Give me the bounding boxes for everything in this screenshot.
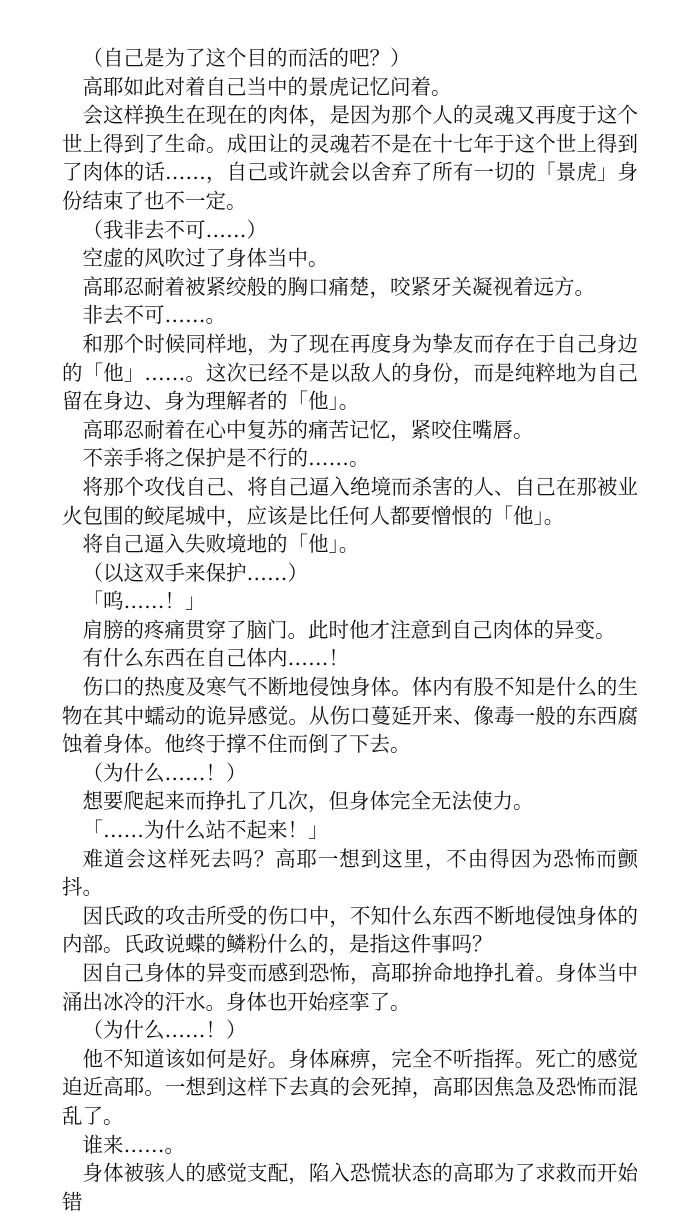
- paragraph: （以这双手来保护……）: [82, 560, 308, 585]
- paragraph: 肩膀的疼痛贯穿了脑门。此时他才注意到自己肉体的异变。: [82, 617, 616, 642]
- paragraph: 有什么东西在自己体内……！: [82, 646, 349, 671]
- paragraph: 他不知道该如何是好。身体麻痹，完全不听指挥。死亡的感觉迫近高耶。一想到这样下去真的会死掉，高耶因焦急及恐怖而混乱了。: [62, 1046, 638, 1128]
- paragraph: 将那个攻伐自己、将自己逼入绝境而杀害的人、自己在那被业火包围的鲛尾城中，应该是比任何人都要憎恨的「他」。: [62, 474, 638, 528]
- paragraph: 因氏政的攻击所受的伤口中，不知什么东西不断地侵蚀身体的内部。氏政说蝶的鳞粉什么的，是指这件事吗？: [62, 903, 638, 957]
- paragraph: 谁来……。: [82, 1132, 185, 1157]
- paragraph: 高耶如此对着自己当中的景虎记忆问着。: [82, 74, 452, 99]
- paragraph: 空虚的风吹过了身体当中。: [82, 246, 329, 271]
- paragraph: 和那个时候同样地，为了现在再度身为挚友而存在于自己身边的「他」……。这次已经不是以敌人的身份，而是纯粹地为自己留在身边、身为理解者的「他」。: [62, 331, 638, 414]
- paragraph: 会这样换生在现在的肉体，是因为那个人的灵魂又再度于这个世上得到了生命。成田让的灵魂若不是在十七年于这个世上得到了肉体的话……，自己或许就会以舍弃了所有一切的「景虎」身份结束了也不一定。: [62, 103, 638, 213]
- paragraph: 因自己身体的异变而感到恐怖，高耶拚命地挣扎着。身体当中涌出冰冷的汗水。身体也开始痉挛了。: [62, 961, 638, 1014]
- paragraph: （自己是为了这个目的而活的吧？）: [82, 46, 411, 70]
- paragraph: （为什么……！）: [82, 1018, 247, 1043]
- paragraph: 非去不可……。: [82, 303, 226, 328]
- paragraph: （我非去不可……）: [82, 217, 267, 242]
- paragraph: 想要爬起来而挣扎了几次，但身体完全无法使力。: [82, 789, 534, 814]
- paragraph: 难道会这样死去吗？高耶一想到这里，不由得因为恐怖而颤抖。: [62, 846, 638, 900]
- paragraph: 「……为什么站不起来！」: [82, 818, 329, 843]
- paragraph: 将自己逼入失败境地的「他」。: [82, 532, 360, 557]
- novel-page: [62, 44, 638, 1216]
- paragraph: （为什么……！）: [82, 760, 247, 785]
- paragraph: 「呜……！」: [82, 589, 206, 614]
- paragraph: 伤口的热度及寒气不断地侵蚀身体。体内有股不知是什么的生物在其中蠕动的诡异感觉。从伤口蔓延开来、像毒一般的东西腐蚀着身体。他终于撑不住而倒了下去。: [62, 675, 638, 757]
- paragraph: 身体被骇人的感觉支配，陷入恐慌状态的高耶为了求救而开始错: [62, 1161, 638, 1214]
- paragraph: 高耶忍耐着在心中复苏的痛苦记忆，紧咬住嘴唇。: [82, 417, 534, 442]
- paragraph: 高耶忍耐着被紧绞般的胸口痛楚，咬紧牙关凝视着远方。: [82, 274, 595, 299]
- paragraph: 不亲手将之保护是不行的……。: [82, 446, 370, 471]
